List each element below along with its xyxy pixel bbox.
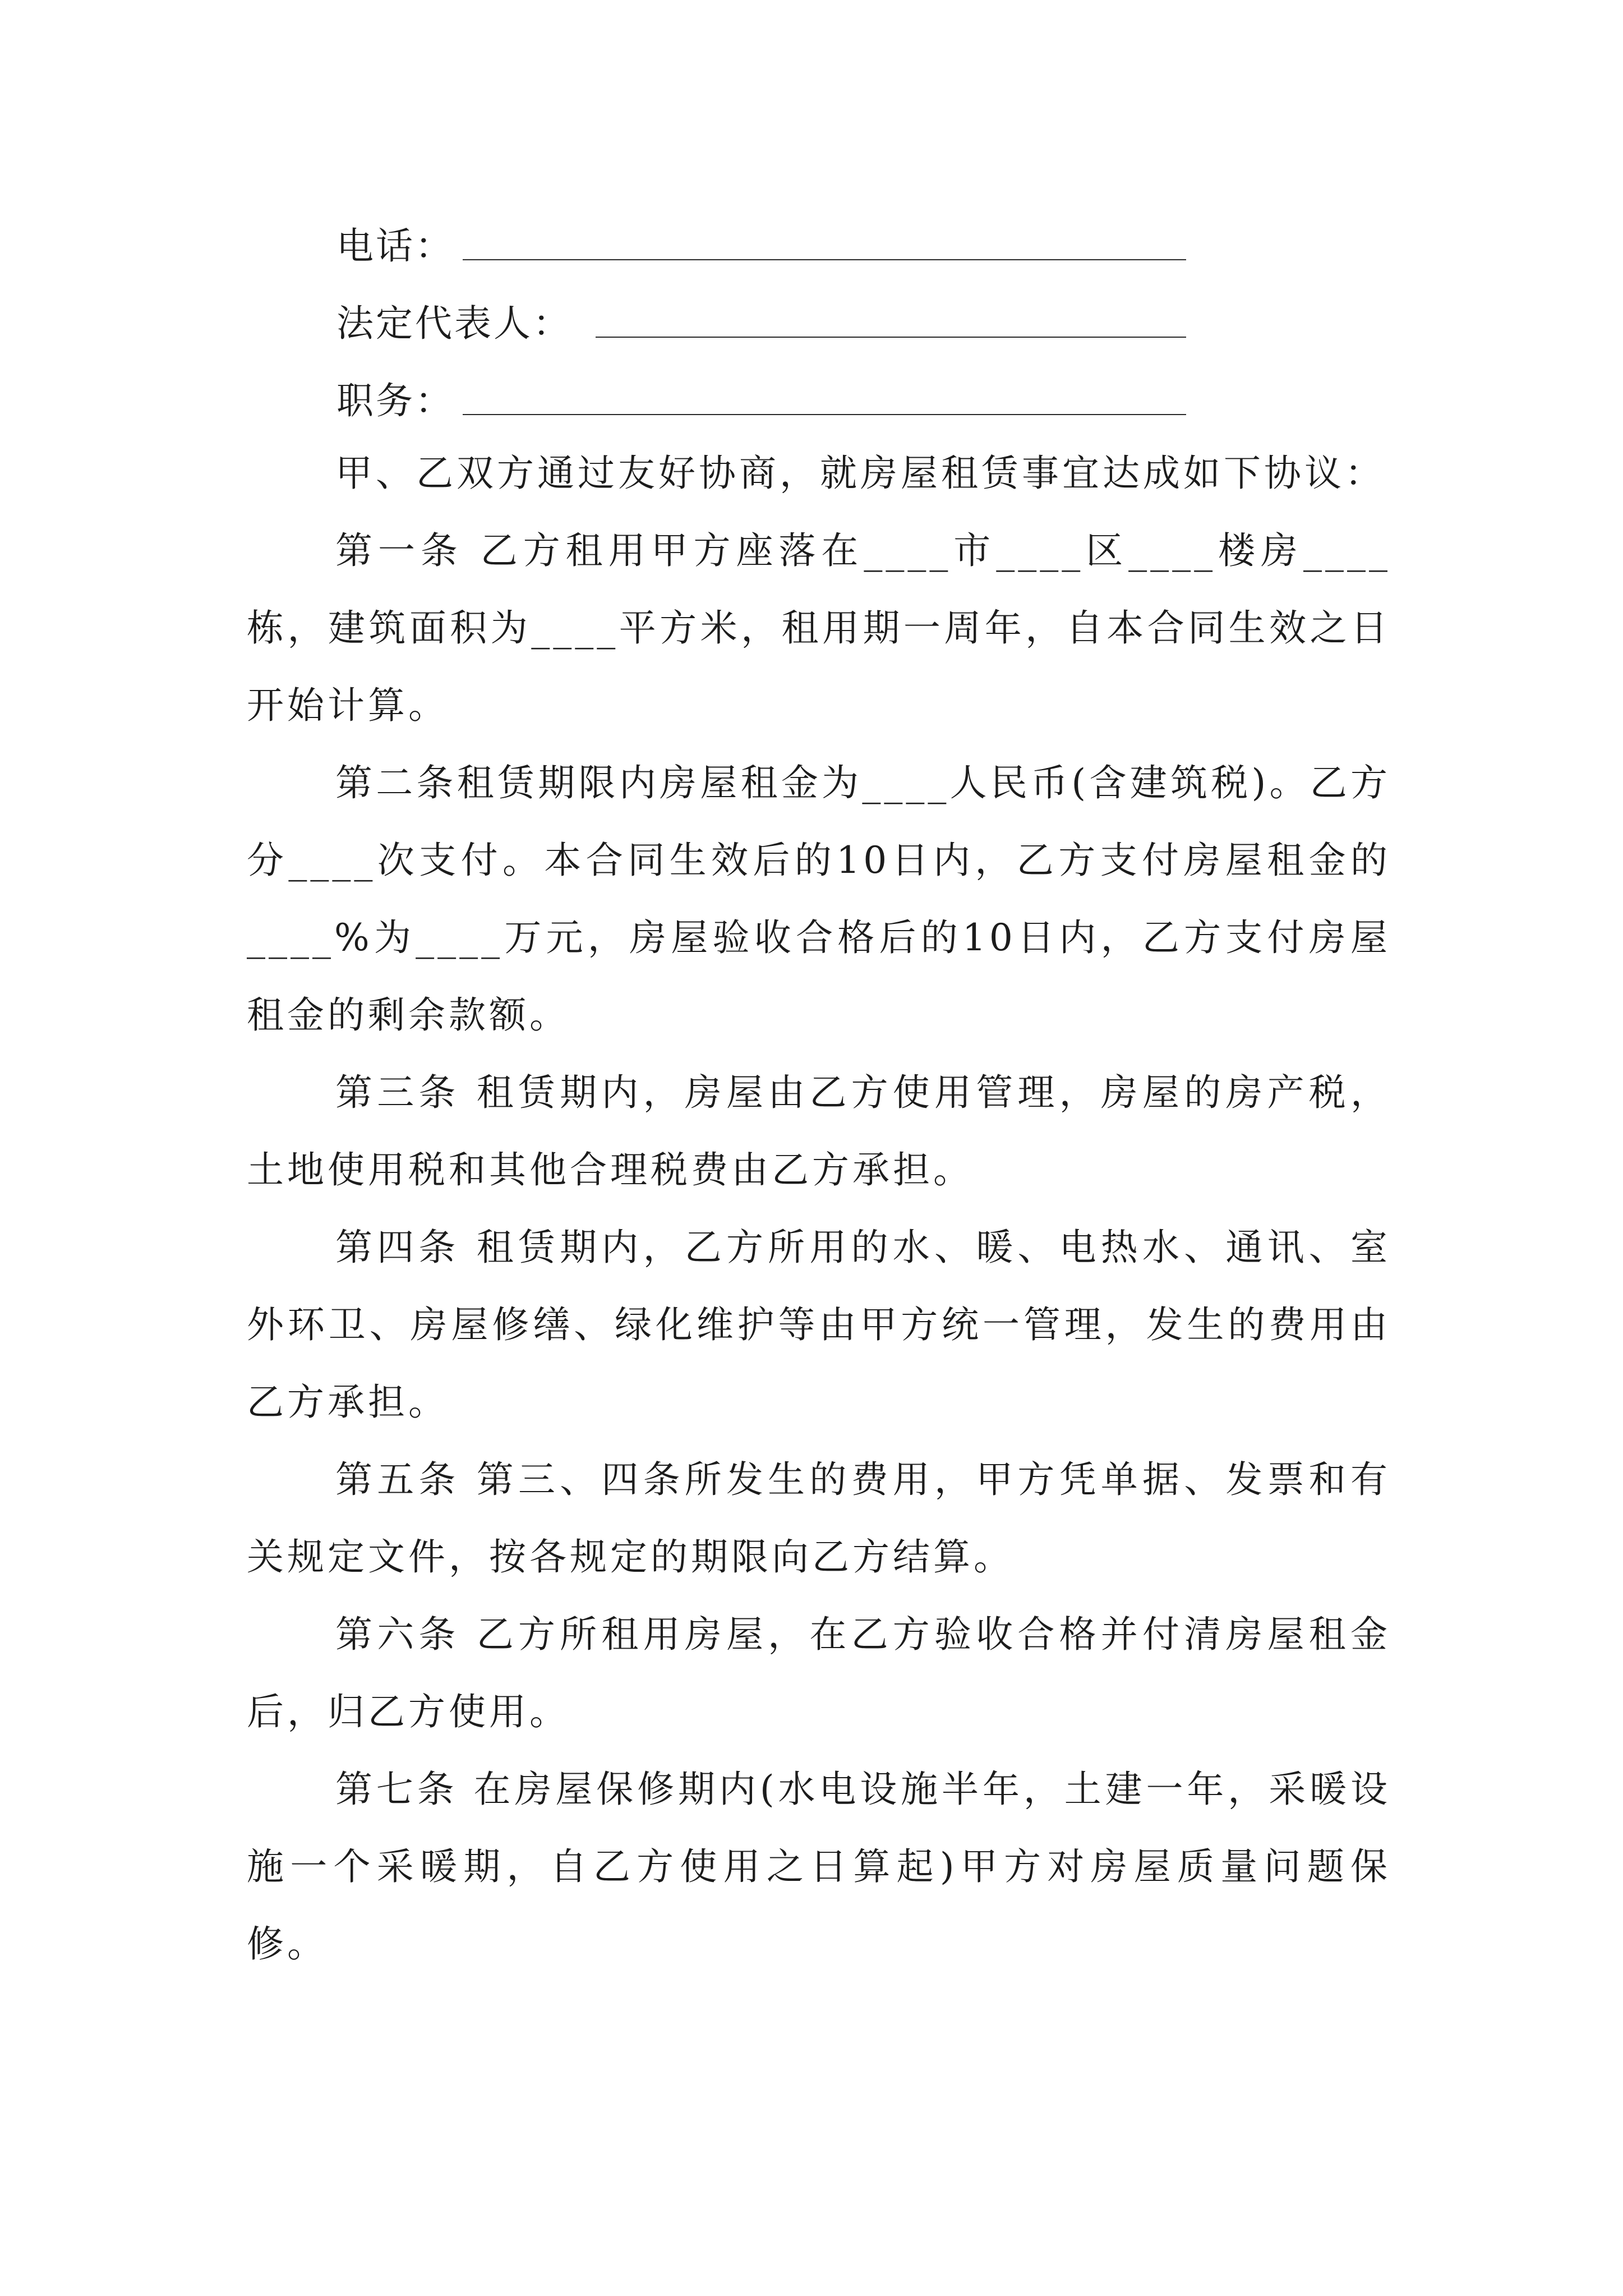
- intro-paragraph: 甲、乙双方通过友好协商，就房屋租赁事宜达成如下协议：: [335, 452, 1385, 495]
- position-label: 职务：: [336, 379, 454, 422]
- contract-body: [247, 435, 1391, 1983]
- legal-representative-blank-line: [596, 337, 1186, 338]
- legal-representative-field: [336, 286, 1189, 345]
- legal-representative-label: 法定代表人：: [336, 302, 572, 345]
- article-6: 第六条 乙方所租用房屋，在乙方验收合格并付清房屋租金后，归乙方使用。: [247, 1613, 1391, 1733]
- phone-blank-line: [463, 259, 1186, 260]
- article-5: 第五条 第三、四条所发生的费用，甲方凭单据、发票和有关规定文件，按各规定的期限向乙方结算。: [247, 1458, 1391, 1579]
- position-field: [336, 364, 1189, 420]
- article-1: 第一条 乙方租用甲方座落在____市____区____楼房____栋，建筑面积为____平方米，租用期一周年，自本合同生效之日开始计算。: [247, 529, 1391, 727]
- phone-field: [336, 209, 1189, 268]
- article-7: 第七条 在房屋保修期内(水电设施半年，土建一年，采暖设施一个采暖期，自乙方使用之日算起)甲方对房屋质量问题保修。: [247, 1768, 1391, 1966]
- phone-label: 电话：: [336, 224, 454, 268]
- article-4: 第四条 租赁期内，乙方所用的水、暖、电热水、通讯、室外环卫、房屋修缮、绿化维护等由甲方统一管理，发生的费用由乙方承担。: [247, 1226, 1391, 1424]
- article-3: 第三条 租赁期内，房屋由乙方使用管理，房屋的房产税，土地使用税和其他合理税费由乙方承担。: [247, 1071, 1391, 1191]
- position-blank-line: [463, 414, 1186, 415]
- article-2: 第二条租赁期限内房屋租金为____人民币(含建筑税)。乙方分____次支付。本合同生效后的10日内，乙方支付房屋租金的____%为____万元，房屋验收合格后的10日内，乙方支付房屋租金的剩余款额。: [247, 761, 1391, 1037]
